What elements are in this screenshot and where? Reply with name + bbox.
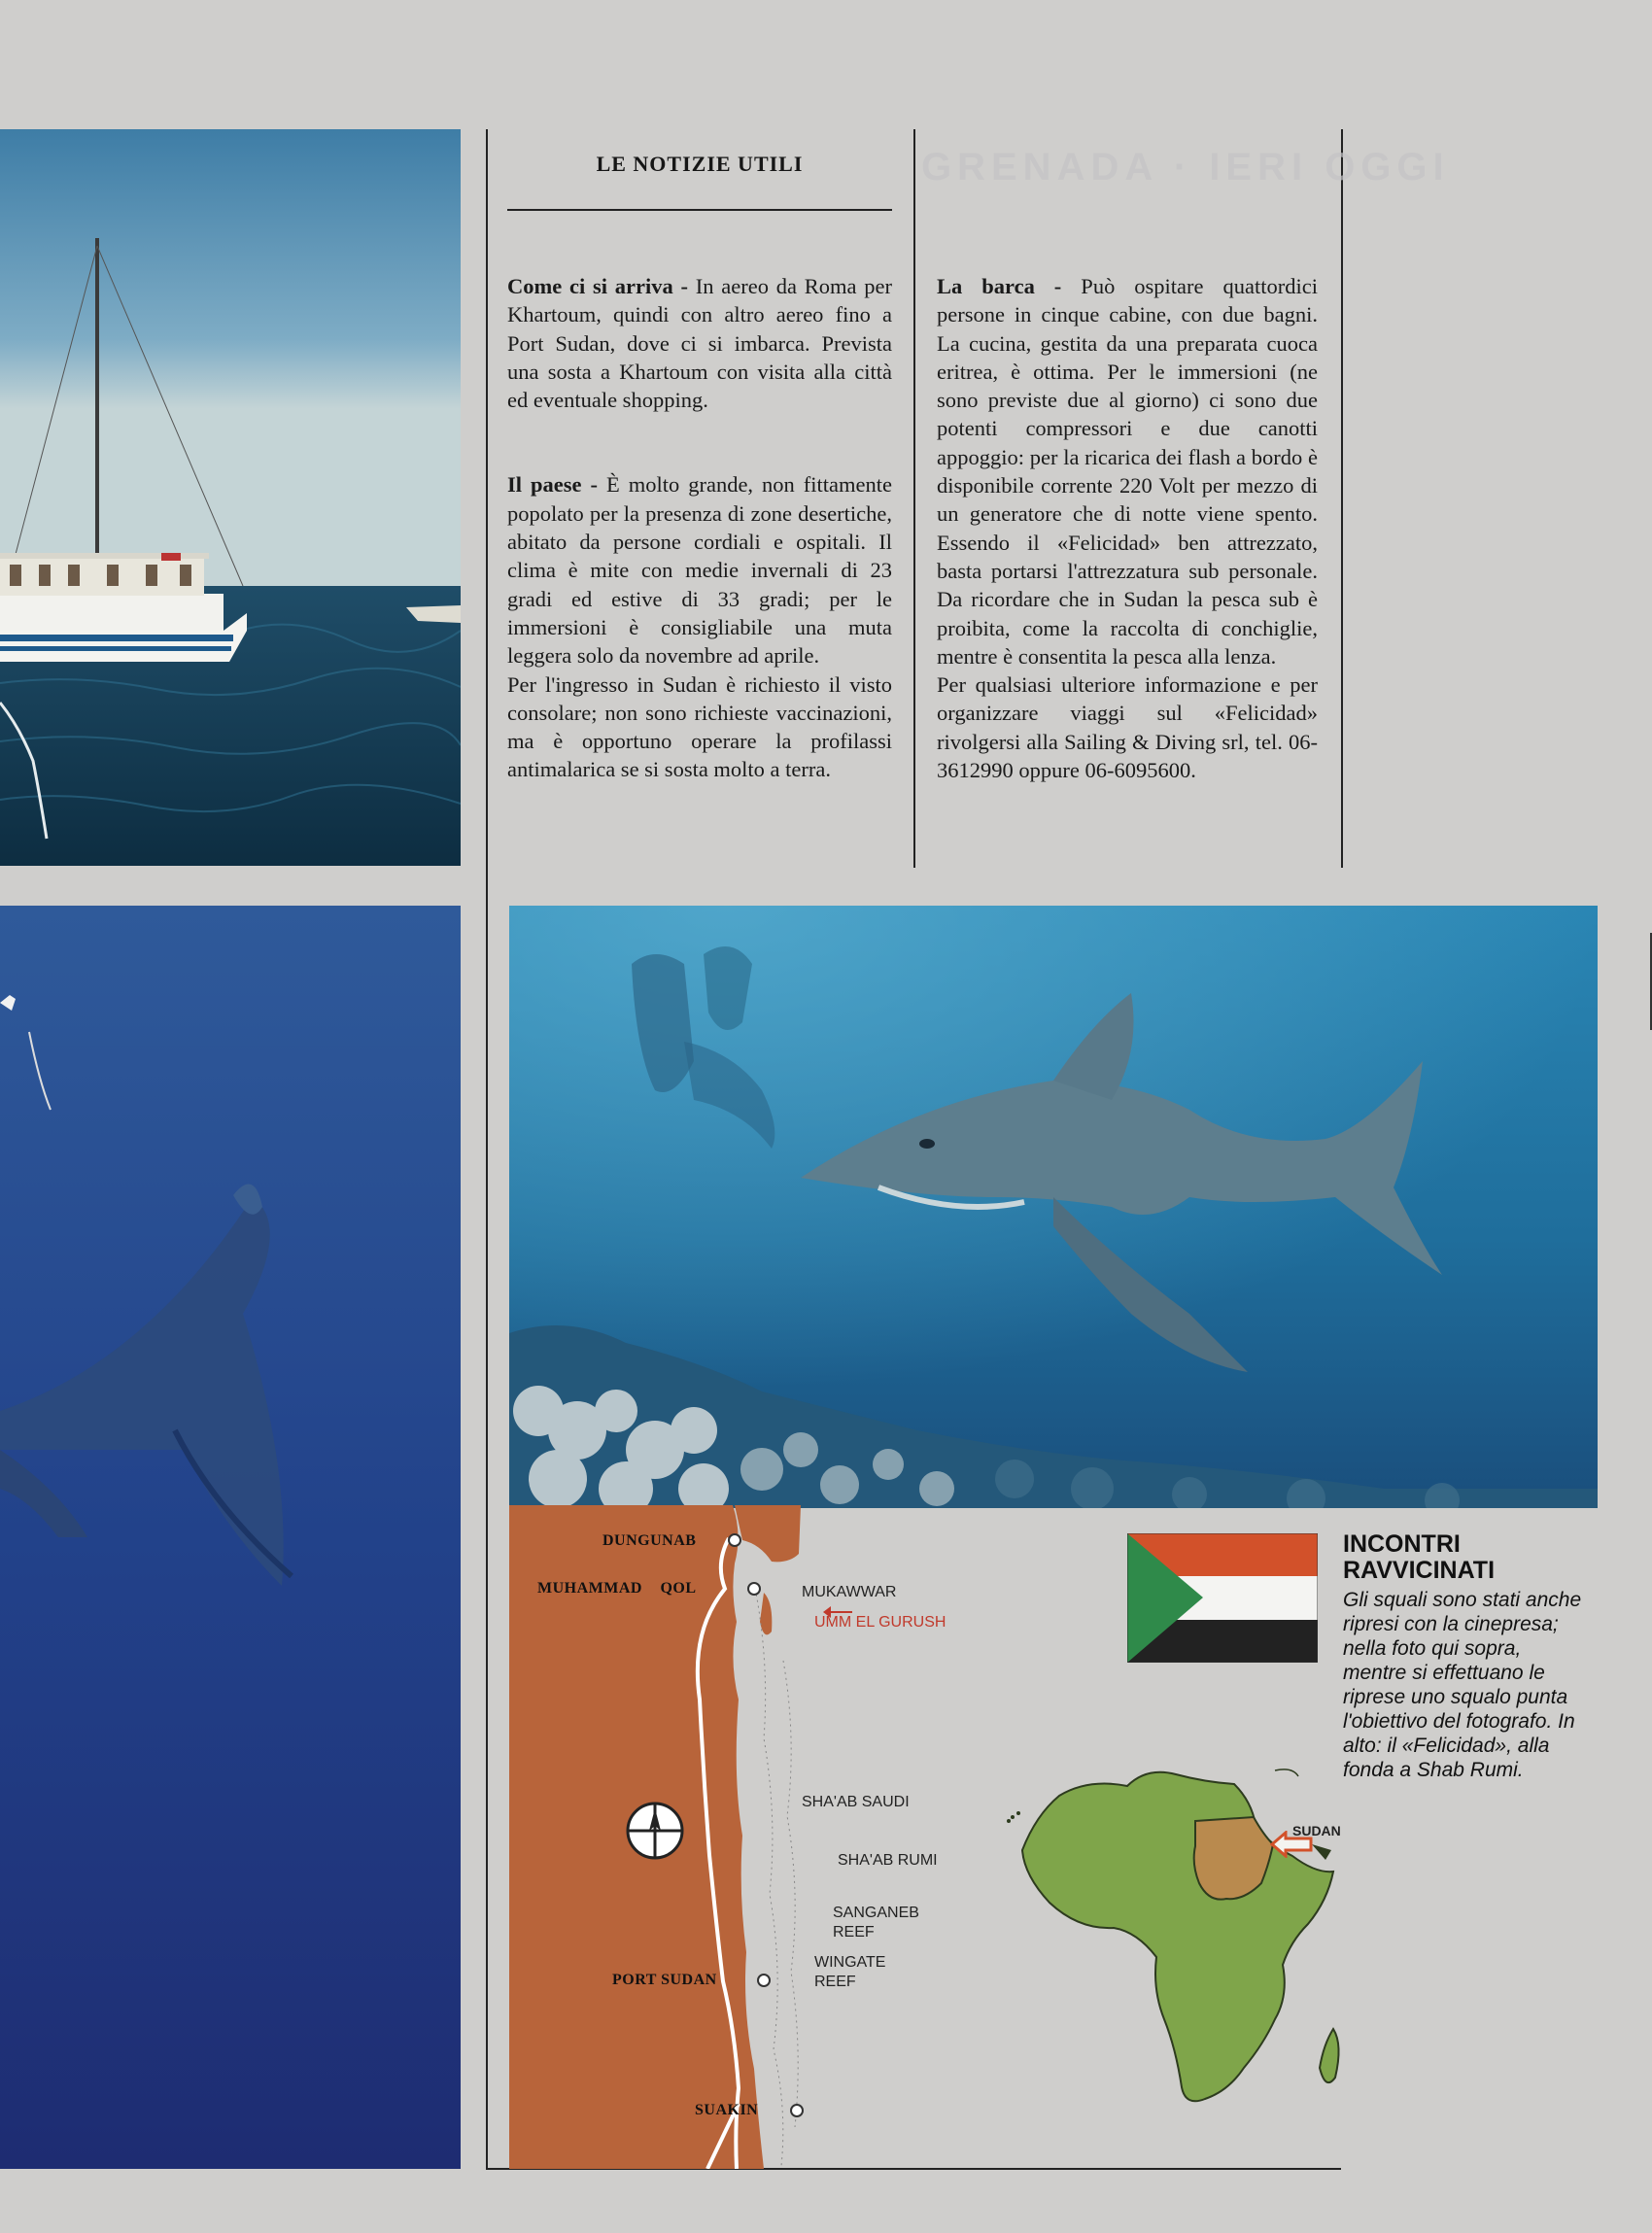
map-label-umm-el-gurush: UMM EL GURUSH (814, 1614, 946, 1631)
sidebar-caption (1343, 1531, 1586, 1782)
bleed-through-heading: GRENADA · IERI OGGI (921, 146, 1450, 189)
map-label-wingate-reef: REEF (814, 1974, 856, 1990)
shark-underwater-photo (509, 906, 1598, 1508)
paragraph-entry-requirements: Per l'ingresso in Sudan è richiesto il visto consolare; non sono richieste vaccinazioni, ma è opportuno operare la profilassi antimalarica se si sosta molto a terra. (507, 671, 892, 782)
umm-el-gurush-arrow (829, 1611, 852, 1613)
sidebar-body: Gli squali sono stati anche ripresi con la cinepresa; nella foto qui sopra, mentre si effettuano le riprese uno squalo punta l'obiettivo del fotografo. In alto: il «Felicidad», alla fonda a Shab Rumi. (1343, 1589, 1582, 1781)
africa-map (1001, 1757, 1351, 2126)
text-column-2 (937, 272, 1318, 784)
sailing-boat-photo (0, 129, 461, 866)
map-label-wingate: WINGATE (814, 1954, 886, 1971)
paragraph-the-country: Il paese - È molto grande, non fittamente popolato per la presenza di zone desertiche, abitato da persone cordiali e ospitali. Il clima è mite con medie invernali di 23 gradi ed estive di 33 gradi; per le immersioni è consigliabile una muta leggera solo da novembre ad aprile. (507, 472, 892, 669)
heading-underline (507, 209, 892, 211)
africa-label-sudan: SUDAN (1292, 1823, 1341, 1838)
column-rule-right (1341, 129, 1343, 868)
text-column-1 (507, 272, 892, 784)
info-heading: LE NOTIZIE UTILI (596, 152, 804, 176)
sudan-coast-map (509, 1505, 820, 2169)
map-label-sanganeb-reef: REEF (833, 1924, 875, 1941)
sudan-flag (1127, 1533, 1318, 1663)
paragraph-contact-info: Per qualsiasi ulteriore informazione e per organizzare viaggi sul «Felicidad» rivolgersi alla Sailing & Diving srl, tel. 06-3612990 oppure 06-6095600. (937, 672, 1318, 783)
hammerhead-shark-photo (0, 906, 461, 2169)
map-label-mukawwar: MUKAWWAR (802, 1584, 897, 1600)
map-label-sanganeb: SANGANEB (833, 1905, 919, 1921)
paragraph-how-to-get-there: Come ci si arriva - In aereo da Roma per Khartoum, quindi con altro aereo fino a Port Sudan, dove ci si imbarca. Prevista una sosta a Khartoum con visita alla città ed eventuale shopping. (507, 274, 892, 413)
column-rule-middle (913, 129, 915, 868)
sidebar-title-line2: RAVVICINATI (1343, 1557, 1496, 1584)
map-label-dungunab: DUNGUNAB (602, 1532, 697, 1549)
column-rule-left (486, 129, 488, 2170)
map-label-suakin: SUAKIN (695, 2102, 759, 2118)
paragraph-the-boat: La barca - Può ospitare quattordici persone in cinque cabine, con due bagni. La cucina, gestita da una preparata cuoca eritrea, è ottima. Per le immersioni (ne sono previste due al giorno) ci sono due potenti compressori e due canotti appoggio: per la ricarica dei flash a bordo è disponibile corrente 220 Volt per mezzo di un generatore che di notte viene spento. Essendo il «Felicidad» ben attrezzato, basta portarsi l'attrezzatura sub personale. Da ricordare che in Sudan la pesca sub è proibita, come la raccolta di conchiglie, mentre è consentita la pesca alla lenza. (937, 274, 1318, 669)
map-label-muhammad-qol: MUHAMMAD QOL (537, 1580, 697, 1597)
sidebar-title-line1: INCONTRI (1343, 1530, 1461, 1558)
map-label-port-sudan: PORT SUDAN (612, 1972, 717, 1988)
map-label-shaab-saudi: SHA'AB SAUDI (802, 1794, 910, 1810)
map-label-shaab-rumi: SHA'AB RUMI (838, 1852, 938, 1869)
